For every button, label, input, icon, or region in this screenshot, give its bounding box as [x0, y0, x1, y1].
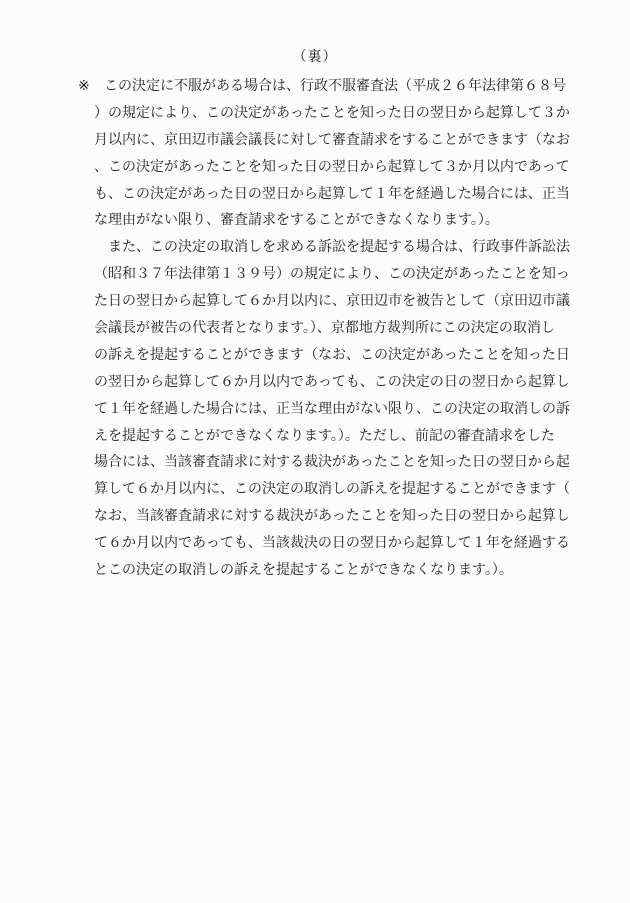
body-line: て６か月以内であっても、当該裁決の日の翌日から起算して１年を経過する [94, 536, 570, 552]
body-line: て１年を経過した場合には、正当な理由がない限り、この決定の取消しの訴 [94, 401, 570, 417]
body-line: なお、当該審査請求に対する裁決があったことを知った日の翌日から起算し [94, 509, 570, 525]
page-side-label: （裏） [292, 50, 338, 65]
body-line: な理由がない限り、審査請求をすることができなくなります。）。 [94, 213, 499, 229]
body-line: の訴えを提起することができます（なお、この決定があったことを知った日 [94, 347, 570, 363]
body-line: えを提起することができなくなります。）。ただし、前記の審査請求をした [94, 428, 555, 444]
body-line: 算して６か月以内に、この決定の取消しの訴えを提起することができます（ [94, 482, 570, 498]
body-line: 場合には、当該審査請求に対する裁決があったことを知った日の翌日から起 [94, 455, 570, 471]
body-line: とこの決定の取消しの訴えを提起することができなくなります。）。 [94, 563, 513, 579]
body-line: ）の規定により、この決定があったことを知った日の翌日から起算して３か [94, 105, 570, 121]
body-line: また、この決定の取消しを求める訴訟を提起する場合は、行政事件訴訟法 [108, 240, 570, 256]
body-line [78, 74, 600, 101]
line-text: この決定に不服がある場合は、行政不服審査法（平成２６年法律第６８号 [104, 79, 566, 94]
body-line: （昭和３７年法律第１３９号）の規定により、この決定があったことを知っ [94, 267, 570, 283]
note-marker: ※ [78, 79, 90, 94]
body-line: た日の翌日から起算して６か月以内に、京田辺市を被告として（京田辺市議 [94, 294, 570, 310]
body-line: 会議長が被告の代表者となります。）、京都地方裁判所にこの決定の取消し [94, 321, 555, 337]
document-body [0, 74, 630, 585]
body-line: も、この決定があった日の翌日から起算して１年を経過した場合には、正当 [94, 186, 570, 202]
body-line: 月以内に、京田辺市議会議長に対して審査請求をすることができます（なお [94, 132, 570, 148]
body-line: 、この決定があったことを知った日の翌日から起算して３か月以内であって [94, 159, 570, 175]
body-line: の翌日から起算して６か月以内であっても、この決定の日の翌日から起算し [94, 374, 570, 390]
